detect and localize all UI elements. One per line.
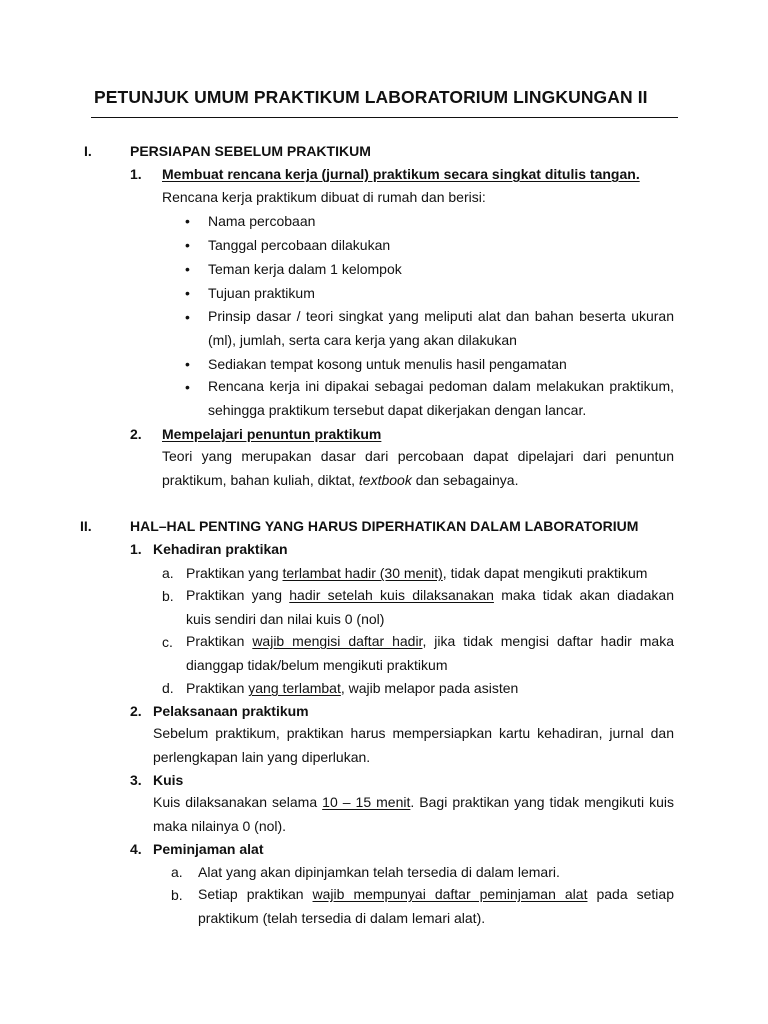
list-label-b: b. [162, 588, 174, 604]
section-2-item-1-b-continuation: kuis sendiri dan nilai kuis 0 (nol) [186, 611, 385, 627]
section-1-item-1-intro: Rencana kerja praktikum dibuat di rumah dan berisi: [162, 189, 486, 205]
section-2-item-4-b: Setiap praktikan wajib mempunyai daftar peminjaman alat pada setiap [198, 886, 674, 902]
section-2-item-1-c: Praktikan wajib mengisi daftar hadir, jika tidak mengisi daftar hadir maka [186, 633, 674, 649]
bullet-icon: • [185, 213, 190, 229]
section-2-item-2-number: 2. [130, 703, 142, 719]
bullet-icon: • [185, 309, 190, 325]
section-2-item-1-c-continuation: dianggap tidak/belum mengikuti praktikum [186, 657, 448, 673]
section-1-item-2-number: 2. [130, 426, 142, 442]
bullet-item: Tanggal percobaan dilakukan [208, 237, 391, 253]
bullet-icon: • [185, 237, 190, 253]
section-2-item-2-text-line-1: Sebelum praktikum, praktikan harus mempersiapkan kartu kehadiran, jurnal dan [153, 725, 674, 741]
bullet-icon: • [185, 261, 190, 277]
section-2-item-1-d: Praktikan yang terlambat, wajib melapor pada asisten [186, 680, 519, 696]
section-2-heading: HAL–HAL PENTING YANG HARUS DIPERHATIKAN DALAM LABORATORIUM [130, 518, 639, 534]
section-1-item-1-number: 1. [130, 166, 142, 182]
section-2-item-1-number: 1. [130, 541, 142, 557]
bullet-icon: • [185, 285, 190, 301]
section-1-item-2-heading: Mempelajari penuntun praktikum [162, 426, 382, 442]
list-label-b: b. [171, 887, 183, 903]
bullet-item-continuation: sehingga praktikum tersebut dapat dikerjakan dengan lancar. [208, 402, 587, 418]
section-2-item-3-number: 3. [130, 772, 142, 788]
list-label-c: c. [162, 634, 173, 650]
bullet-item: Sediakan tempat kosong untuk menulis hasil pengamatan [208, 356, 567, 372]
bullet-icon: • [185, 379, 190, 395]
bullet-item: Rencana kerja ini dipakai sebagai pedoman dalam melakukan praktikum, [208, 378, 674, 394]
bullet-item: Nama percobaan [208, 213, 316, 229]
section-2-item-2-heading: Pelaksanaan praktikum [153, 703, 309, 719]
section-1-item-2-text-line-1: Teori yang merupakan dasar dari percobaan dapat dipelajari dari penuntun [162, 448, 674, 464]
section-2-item-4-heading: Peminjaman alat [153, 841, 264, 857]
section-2-item-2-text-line-2: perlengkapan lain yang diperlukan. [153, 749, 371, 765]
section-2-item-1-heading: Kehadiran praktikan [153, 541, 288, 557]
section-2-item-1-b: Praktikan yang hadir setelah kuis dilaksanakan maka tidak akan diadakan [186, 587, 674, 603]
section-2-item-3-heading: Kuis [153, 772, 184, 788]
list-label-d: d. [162, 680, 174, 696]
list-label-a: a. [162, 565, 174, 581]
bullet-icon: • [185, 356, 190, 372]
section-2-item-3-text-line-2: maka nilainya 0 (nol). [153, 818, 287, 834]
document-title: PETUNJUK UMUM PRAKTIKUM LABORATORIUM LINGKUNGAN II [94, 87, 648, 107]
bullet-item-continuation: (ml), jumlah, serta cara kerja yang akan dilakukan [208, 332, 517, 348]
title-rule [91, 117, 678, 118]
section-2-item-3-text-line-1: Kuis dilaksanakan selama 10 – 15 menit. Bagi praktikan yang tidak mengikuti kuis [153, 794, 674, 810]
section-1-item-1-heading: Membuat rencana kerja (jurnal) praktikum secara singkat ditulis tangan. [162, 166, 640, 182]
bullet-item: Prinsip dasar / teori singkat yang meliputi alat dan bahan beserta ukuran [208, 308, 674, 324]
section-2-item-4-b-continuation: praktikum (telah tersedia di dalam lemari alat). [198, 910, 486, 926]
section-1-item-2-text-line-2: praktikum, bahan kuliah, diktat, textbook dan sebagainya. [162, 472, 519, 488]
section-2-item-4-a: Alat yang akan dipinjamkan telah tersedia di dalam lemari. [198, 864, 560, 880]
section-2-item-4-number: 4. [130, 841, 142, 857]
list-label-a: a. [171, 864, 183, 880]
bullet-item: Teman kerja dalam 1 kelompok [208, 261, 402, 277]
section-2-item-1-a: Praktikan yang terlambat hadir (30 menit), tidak dapat mengikuti praktikum [186, 565, 648, 581]
section-1-heading: PERSIAPAN SEBELUM PRAKTIKUM [130, 143, 371, 159]
section-2-numeral: II. [80, 518, 92, 534]
section-1-numeral: I. [84, 143, 92, 159]
bullet-item: Tujuan praktikum [208, 285, 315, 301]
